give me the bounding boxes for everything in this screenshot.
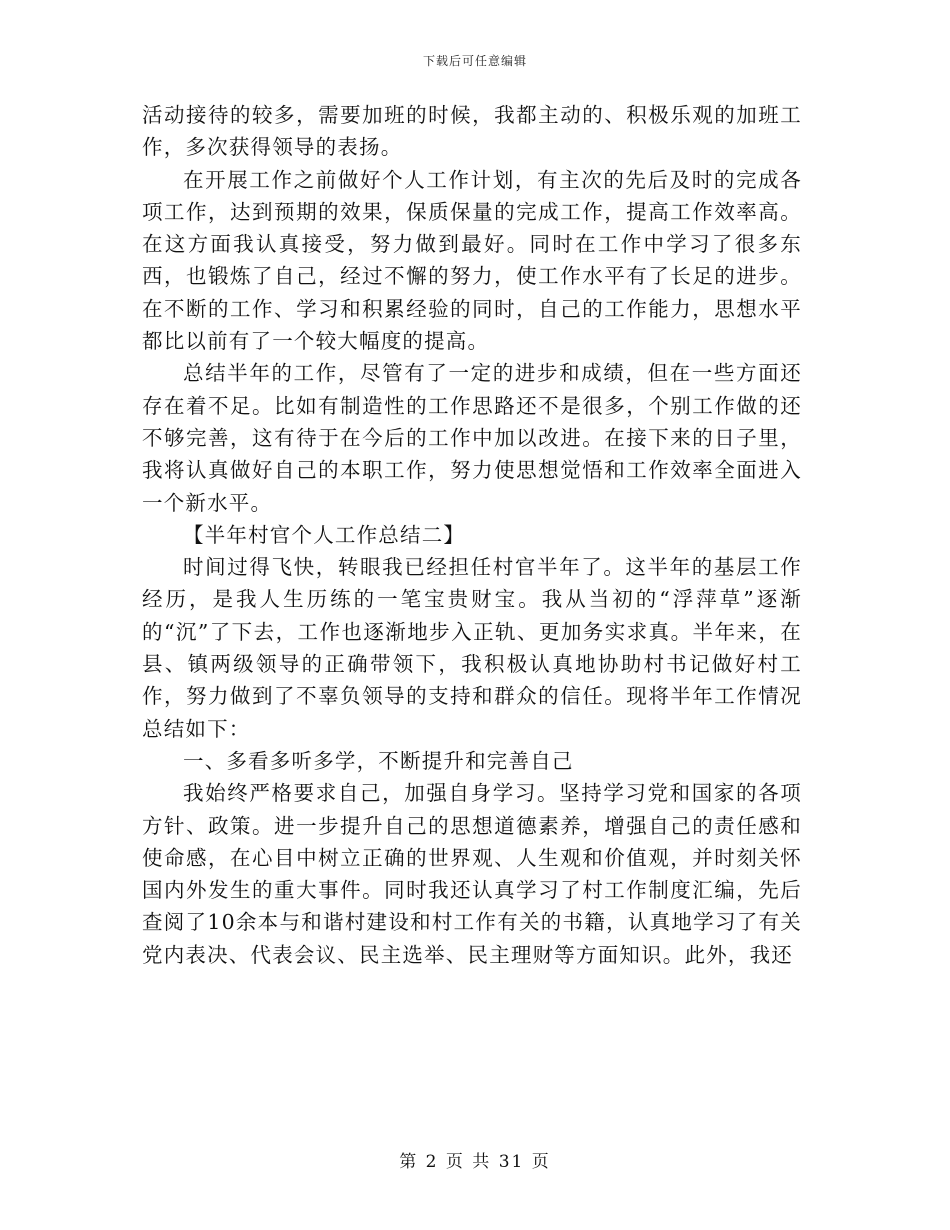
paragraph-3: 总结半年的工作，尽管有了一定的进步和成绩，但在一些方面还存在着不足。比如有制造性的工作思路还不是很多，个别工作做的还不够完善，这有待于在今后的工作中加以改进。在接下来的日子里，我将认真做好自己的本职工作，努力使思想觉悟和工作效率全面进入一个新水平。 — [142, 361, 802, 515]
document-body — [142, 99, 802, 971]
section-heading: 【半年村官个人工作总结二】 — [183, 522, 466, 547]
paragraph-4: 时间过得飞快，转眼我已经担任村官半年了。这半年的基层工作经历，是我人生历练的一笔宝贵财宝。我从当初的“浮萍草”逐渐的“沉”了下去，工作也逐渐地步入正轨、更加务实求真。半年来，在县、镇两级领导的正确带领下，我积极认真地协助村书记做好村工作，努力做到了不辜负领导的支持和群众的信任。现将半年工作情况总结如下： — [142, 555, 802, 741]
page-footer: 第 2 页 共 31 页 — [399, 1152, 551, 1172]
subsection-heading: 一、多看多听多学，不断提升和完善自己 — [183, 748, 574, 773]
header-note: 下载后可任意编辑 — [422, 54, 527, 68]
paragraph-1: 活动接待的较多，需要加班的时候，我都主动的、积极乐观的加班工作，多次获得领导的表扬。 — [142, 103, 802, 160]
paragraph-2: 在开展工作之前做好个人工作计划，有主次的先后及时的完成各项工作，达到预期的效果，保质保量的完成工作，提高工作效率高。在这方面我认真接受，努力做到最好。同时在工作中学习了很多东西，也锻炼了自己，经过不懈的努力，使工作水平有了长足的进步。在不断的工作、学习和积累经验的同时，自己的工作能力，思想水平都比以前有了一个较大幅度的提高。 — [142, 167, 802, 354]
paragraph-5: 我始终严格要求自己，加强自身学习。坚持学习党和国家的各项方针、政策。进一步提升自己的思想道德素养，增强自己的责任感和使命感，在心目中树立正确的世界观、人生观和价值观，并时刻关怀国内外发生的重大事件。同时我还认真学习了村工作制度汇编，先后查阅了10余本与和谐村建设和村工作有关的书籍，认真地学习了有关党内表决、代表会议、民主选举、民主理财等方面知识。此外，我还 — [142, 781, 802, 967]
